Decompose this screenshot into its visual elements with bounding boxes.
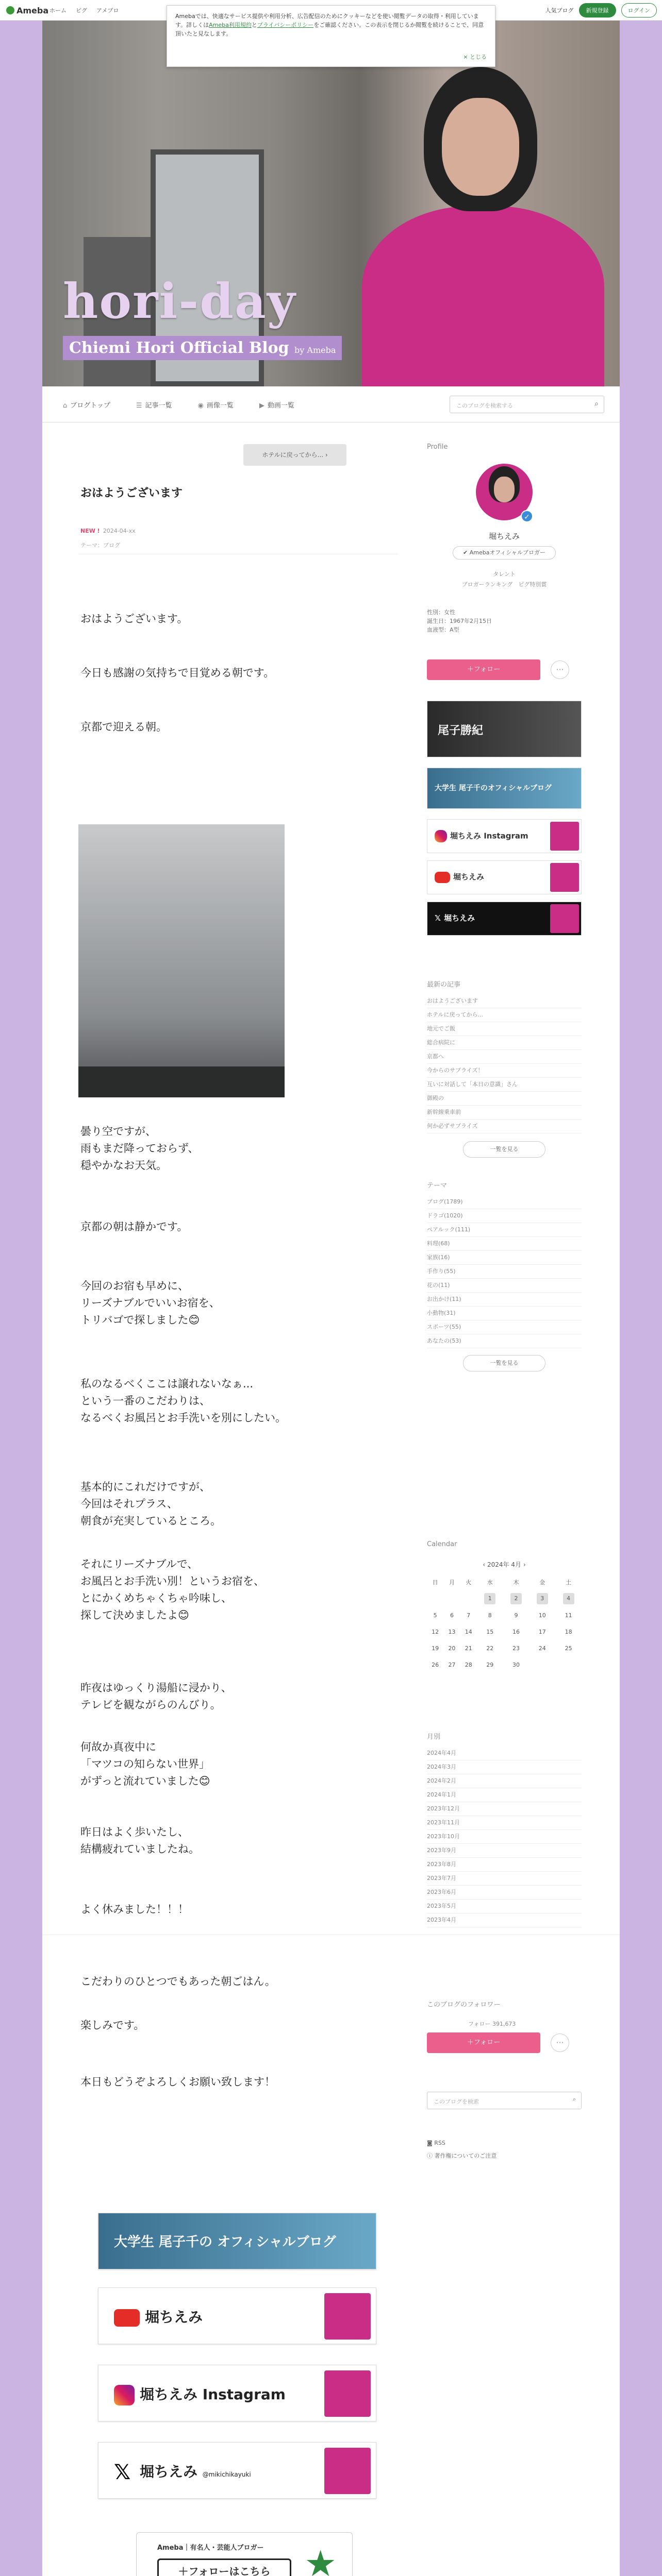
recent-list <box>427 994 582 1133</box>
search-icon[interactable]: ⌕ <box>572 2096 576 2103</box>
follow-button-2[interactable]: ＋フォロー <box>427 2032 540 2053</box>
follower-heading: このブログのフォロワー <box>427 2001 501 2009</box>
follow-button[interactable]: ＋フォロー <box>427 659 540 680</box>
calendar-grid <box>427 1574 582 1673</box>
calendar-header: ‹ 2024年 4月 › <box>483 1561 526 1568</box>
cal-day[interactable]: 22 <box>486 1645 494 1652</box>
theme-item[interactable]: ドラゴ(1020) <box>427 1209 582 1223</box>
cal-day[interactable]: 29 <box>486 1661 494 1668</box>
weekday: 日 <box>432 1579 438 1586</box>
powered-by: by Ameba <box>294 345 336 355</box>
banner-thumb <box>324 2448 371 2494</box>
archive-item[interactable]: 2023年7月 <box>427 1872 582 1886</box>
cal-day[interactable]: 28 <box>465 1661 472 1668</box>
official-badge: ✔ Amebaオフィシャルブロガー <box>453 546 556 560</box>
recent-item[interactable]: 京都へ <box>427 1050 582 1064</box>
logo-text: Ameba <box>16 6 49 15</box>
consent-text: Amebaでは、快適なサービス提供や利用分析、広告配信のためにクッキーなどを使い閲覧データの取得・利用しています。詳しくは <box>175 13 479 28</box>
rss-label: RSS <box>434 2140 445 2146</box>
para-2: 今日も感謝の気持ちで目覚める朝です。 <box>80 667 275 679</box>
cal-day[interactable]: 26 <box>432 1661 439 1668</box>
consent-text-and: と <box>251 22 257 28</box>
login-button[interactable]: ログイン <box>621 3 657 18</box>
cal-day[interactable]: 3 <box>537 1593 548 1604</box>
recent-item[interactable]: 地元でご飯 <box>427 1022 582 1036</box>
theme-list <box>427 1195 582 1348</box>
cal-day[interactable] <box>529 1656 555 1673</box>
blog-title[interactable]: hori-day <box>63 273 296 330</box>
para-7: 私のなるべくここは譲れないなぁ... という一番のこだわりは、 なるべくお風呂とお手洗いを別にしたい。 <box>80 1378 286 1424</box>
banner-label: 堀ちえみ Instagram <box>140 2386 286 2403</box>
archive-item[interactable]: 2024年3月 <box>427 1760 582 1774</box>
nav-blog-top[interactable] <box>63 400 110 410</box>
ameba-logo-icon <box>6 6 14 14</box>
article-meta <box>80 528 136 534</box>
article-photo-sky[interactable] <box>78 824 285 1097</box>
ameba-logo[interactable] <box>6 6 48 15</box>
para-12: 昨日はよく歩いたし、 結構疲れていましたね。 <box>80 1826 200 1855</box>
privacy-link[interactable]: プライバシーポリシー <box>257 22 314 28</box>
search-placeholder: このブログを検索 <box>434 2098 479 2105</box>
article-title[interactable]: おはようございます <box>80 487 183 500</box>
rss-link[interactable] <box>427 2138 445 2148</box>
banner-youtube[interactable] <box>98 2287 376 2344</box>
verified-icon: ✓ <box>521 510 533 522</box>
para-16: 本日もどうぞよろしくお願い致します！ <box>80 2076 275 2088</box>
prev-article-button[interactable]: ホテルに戻ってから... › <box>243 444 346 466</box>
theme-item[interactable]: 料理(68) <box>427 1237 582 1251</box>
youtube-icon <box>114 2309 140 2327</box>
banner-univ-blog[interactable] <box>98 2213 376 2269</box>
follow-card-title: Ameba｜有名人・芸能人ブロガー <box>157 2544 264 2552</box>
theme-item[interactable]: 家族(16) <box>427 1251 582 1265</box>
article-date: 2024-04-xx <box>103 528 136 534</box>
badge-label: Amebaオフィシャルブロガー <box>469 549 546 556</box>
recent-heading: 最新の記事 <box>427 981 461 989</box>
search-placeholder: このブログを検索する <box>456 402 513 409</box>
recent-item[interactable]: ホテルに戻ってから... <box>427 1008 582 1022</box>
para-4: 曇り空ですが、 雨もまだ降っておらず、 穏やかなお天気。 <box>80 1125 199 1172</box>
banner-thumb <box>550 904 579 933</box>
global-nav <box>42 386 620 422</box>
archive-item[interactable]: 2024年1月 <box>427 1788 582 1802</box>
cal-day[interactable]: 21 <box>465 1645 472 1652</box>
recent-item[interactable]: 何か必ずサプライズ <box>427 1120 582 1133</box>
para-14: こだわりのひとつでもあった朝ごはん。 <box>80 1975 276 1988</box>
weekday: 金 <box>539 1579 545 1586</box>
cal-day[interactable]: 2 <box>510 1593 522 1604</box>
list-icon: ☰ <box>136 402 142 410</box>
cal-day[interactable]: 4 <box>563 1593 574 1604</box>
close-label: とじる <box>470 54 487 60</box>
copyright-link[interactable] <box>427 2151 496 2161</box>
recent-item[interactable]: 御殿の <box>427 1092 582 1106</box>
photo-treeline <box>78 1066 285 1097</box>
cal-day[interactable]: 6 <box>450 1612 454 1619</box>
profile-info <box>427 608 492 634</box>
theme-more-button[interactable]: 一覧を見る <box>463 1355 545 1371</box>
blog-subtitle <box>63 336 342 360</box>
weekday: 木 <box>513 1579 519 1586</box>
cal-day[interactable]: 5 <box>433 1612 437 1619</box>
nav-ameblo[interactable]: アメブロ <box>96 7 119 14</box>
calendar-month: 2024年 4月 <box>487 1561 521 1568</box>
banner-label: 堀ちえみ <box>453 872 485 882</box>
weekday: 月 <box>449 1579 455 1586</box>
theme-item[interactable]: ブログ(1789) <box>427 1195 582 1209</box>
page-break <box>42 1935 620 1973</box>
archive-item[interactable]: 2024年2月 <box>427 1774 582 1788</box>
info-birthday: 誕生日：1967年2月15日 <box>427 618 492 624</box>
banner-thumb <box>550 863 579 892</box>
cal-day[interactable]: 17 <box>538 1628 546 1635</box>
theme-item[interactable]: お出かけ(11) <box>427 1293 582 1307</box>
calendar-heading: Calendar <box>427 1540 457 1548</box>
para-3: 京都で迎える朝。 <box>80 721 167 733</box>
banner-label: 堀ちえみ <box>444 913 475 923</box>
archive-item[interactable]: 2024年4月 <box>427 1747 582 1760</box>
para-11: 何故か真夜中に 「マツコの知らない世界」 がずっと流れていました😊 <box>80 1741 210 1787</box>
cal-day[interactable]: 15 <box>486 1628 494 1635</box>
recent-item[interactable]: おはようございます <box>427 994 582 1008</box>
cal-day[interactable]: 14 <box>465 1628 472 1635</box>
cookie-consent-banner <box>167 5 495 67</box>
theme-item[interactable]: あなたの(53) <box>427 1334 582 1348</box>
cal-day[interactable]: 25 <box>565 1645 572 1652</box>
banner-label: 堀ちえみ <box>140 2463 198 2480</box>
para-9: それにリーズナブルで、 お風呂とお手洗い別！というお宿を、 とにかくめちゃくちゃ吟味し、 探して決めましたよ😊 <box>80 1558 264 1621</box>
recent-more-button[interactable]: 一覧を見る <box>463 1141 545 1158</box>
more-button-2[interactable]: ··· <box>551 2033 569 2052</box>
side-banner-katsunori[interactable] <box>427 701 582 757</box>
cal-day[interactable]: 12 <box>432 1628 439 1635</box>
search-icon[interactable]: ⌕ <box>594 400 599 408</box>
side-banner-youtube[interactable] <box>427 860 582 894</box>
profile-heading: Profile <box>427 443 448 451</box>
info-gender: 性別：女性 <box>427 609 455 616</box>
cal-day[interactable]: 1 <box>484 1593 495 1604</box>
para-10: 昨夜はゆっくり湯船に浸かり、 テレビを観ながらのんびり。 <box>80 1682 232 1711</box>
nav-pigg[interactable]: ピグ <box>76 7 87 14</box>
side-banner-instagram[interactable] <box>427 819 582 853</box>
banner-x[interactable] <box>98 2442 376 2499</box>
cal-day[interactable]: 30 <box>512 1661 520 1668</box>
archive-item[interactable]: 2023年11月 <box>427 1816 582 1830</box>
nav-label: 画像一覧 <box>206 402 234 410</box>
header-photo-person <box>331 52 609 386</box>
nav-image-list[interactable] <box>198 400 234 410</box>
consent-close-button[interactable]: × とじる <box>463 54 487 60</box>
archive-heading: 月別 <box>427 1733 441 1741</box>
instagram-icon <box>114 2385 135 2405</box>
person-body <box>362 206 604 386</box>
cal-day[interactable] <box>555 1656 582 1673</box>
para-13: よく休みました！！！ <box>80 1903 189 1916</box>
nav-home[interactable]: ホーム <box>49 7 67 14</box>
theme-heading: テーマ <box>427 1182 448 1190</box>
sidebar-search-input[interactable] <box>427 2092 582 2109</box>
nav-entry-list[interactable] <box>136 400 172 410</box>
terms-link[interactable]: Ameba利用規約 <box>209 22 252 28</box>
article-theme[interactable]: テーマ：ブログ <box>80 542 120 549</box>
weekday: 土 <box>566 1579 572 1586</box>
cal-day[interactable]: 27 <box>448 1661 456 1668</box>
cal-day[interactable]: 7 <box>467 1612 471 1619</box>
weekday: 水 <box>487 1579 493 1586</box>
top-nav <box>49 6 119 14</box>
cal-day[interactable]: 18 <box>565 1628 572 1635</box>
subtitle-text: Chiemi Hori Official Blog <box>69 339 289 357</box>
signup-button[interactable]: 新規登録 <box>579 3 616 18</box>
new-badge: NEW ! <box>80 528 100 534</box>
nav-label: 記事一覧 <box>145 402 172 410</box>
cal-day[interactable]: 11 <box>565 1612 572 1619</box>
instagram-icon <box>435 830 447 842</box>
banner-thumb <box>550 822 579 851</box>
x-icon: 𝕏 <box>435 913 441 923</box>
archive-item[interactable]: 2023年12月 <box>427 1802 582 1816</box>
video-icon: ▶ <box>259 402 264 410</box>
blog-header <box>42 21 620 386</box>
banner-thumb <box>324 2293 371 2340</box>
banner-instagram[interactable] <box>98 2365 376 2421</box>
archive-item[interactable]: 2023年6月 <box>427 1886 582 1900</box>
x-handle: @mikichikayuki <box>202 2471 251 2478</box>
banner-label: 堀ちえみ <box>145 2309 203 2326</box>
profile-name[interactable]: 堀ちえみ <box>488 532 520 541</box>
profile-category <box>427 569 582 590</box>
cal-day[interactable]: 24 <box>538 1645 546 1652</box>
cal-day[interactable]: 23 <box>512 1645 520 1652</box>
banner-label: 尾子勝紀 <box>438 724 484 737</box>
camera-icon: ◉ <box>197 402 204 410</box>
rss-icon: ◙ <box>427 2140 433 2146</box>
recent-item[interactable]: 今からのサプライズ！ <box>427 1064 582 1078</box>
more-button[interactable]: ··· <box>551 660 569 679</box>
home-icon: ⌂ <box>63 402 68 410</box>
follower-count: フォロー 391,673 <box>468 2021 516 2027</box>
para-8: 基本的にこれだけですが、 今回はそれプラス、 朝食が充実しているところ。 <box>80 1481 221 1527</box>
cal-day[interactable]: 9 <box>514 1612 518 1619</box>
cal-day <box>460 1590 477 1607</box>
recent-item[interactable]: 総合病院に <box>427 1036 582 1050</box>
side-banner-x[interactable] <box>427 902 582 936</box>
recent-item[interactable]: 互いに対話して「本日の意識」さん <box>427 1078 582 1092</box>
cal-day[interactable]: 13 <box>448 1628 456 1635</box>
x-icon: 𝕏 <box>114 2461 131 2484</box>
copyright-label: 著作権についてのご注意 <box>434 2153 497 2159</box>
nav-video-list[interactable] <box>259 400 294 410</box>
para-5: 京都の朝は静かです。 <box>80 1221 188 1233</box>
cal-day[interactable]: 10 <box>538 1612 546 1619</box>
calendar <box>427 1560 582 1673</box>
info-blood: 血液型：A型 <box>427 626 459 633</box>
info-icon: ⓘ <box>427 2153 433 2159</box>
cal-day[interactable]: 8 <box>488 1612 492 1619</box>
follow-card-cta: ＋フォローはこちら <box>157 2558 291 2576</box>
theme-item[interactable]: 手作り(55) <box>427 1265 582 1279</box>
weekday: 火 <box>466 1579 472 1586</box>
archive-list <box>427 1747 582 1927</box>
theme-item[interactable]: ペアルック(111) <box>427 1223 582 1237</box>
cal-day[interactable]: 19 <box>432 1645 439 1652</box>
ameba-mascot-icon: ★ <box>304 2543 337 2576</box>
category-2[interactable]: ブロガーランキング ピグ特別賞 <box>461 581 547 588</box>
archive-item[interactable]: 2023年10月 <box>427 1830 582 1844</box>
cal-day[interactable]: 16 <box>512 1628 520 1635</box>
prev-label: ホテルに戻ってから... <box>262 451 324 459</box>
banner-label: 大学生 尾子千の オフィシャルブログ <box>114 2234 336 2250</box>
para-15: 楽しみです。 <box>80 2019 145 2031</box>
recent-item[interactable]: 新幹線乗車前 <box>427 1106 582 1120</box>
theme-item[interactable]: 花の(11) <box>427 1279 582 1293</box>
consent-text-tail: をご確認ください。この表示を閉じるか閲覧を続けることで、同意頂いたと見なします。 <box>175 22 484 37</box>
nav-label: 動画一覧 <box>267 402 294 410</box>
banner-label: 大学生 尾子千のオフィシャルブログ <box>435 784 552 792</box>
banner-label: 堀ちえみ Instagram <box>450 831 528 841</box>
side-banner-univ[interactable] <box>427 768 582 809</box>
ameba-follow-card[interactable] <box>136 2532 353 2576</box>
archive-item[interactable]: 2023年4月 <box>427 1913 582 1927</box>
nav-label: ブログトップ <box>70 402 110 410</box>
para-6: 今回のお宿も早めに、 リーズナブルでいいお宿を、 トリバゴで探しました😊 <box>80 1280 220 1326</box>
blog-search-input[interactable] <box>450 396 604 413</box>
archive-item[interactable]: 2023年9月 <box>427 1844 582 1858</box>
theme-item[interactable]: 小動物(31) <box>427 1307 582 1320</box>
avatar-face <box>494 477 515 502</box>
person-face <box>442 98 519 196</box>
cal-day <box>443 1590 460 1607</box>
archive-item[interactable]: 2023年5月 <box>427 1900 582 1913</box>
cal-day <box>427 1590 443 1607</box>
category-1[interactable]: タレント <box>493 571 516 578</box>
youtube-icon <box>435 872 450 883</box>
cal-day[interactable]: 20 <box>448 1645 456 1652</box>
theme-item[interactable]: スポーツ(55) <box>427 1320 582 1334</box>
banner-thumb <box>324 2370 371 2417</box>
para-1: おはようございます。 <box>80 613 188 625</box>
popular-blog-link[interactable]: 人気ブログ <box>545 7 574 14</box>
archive-item[interactable]: 2023年8月 <box>427 1858 582 1872</box>
